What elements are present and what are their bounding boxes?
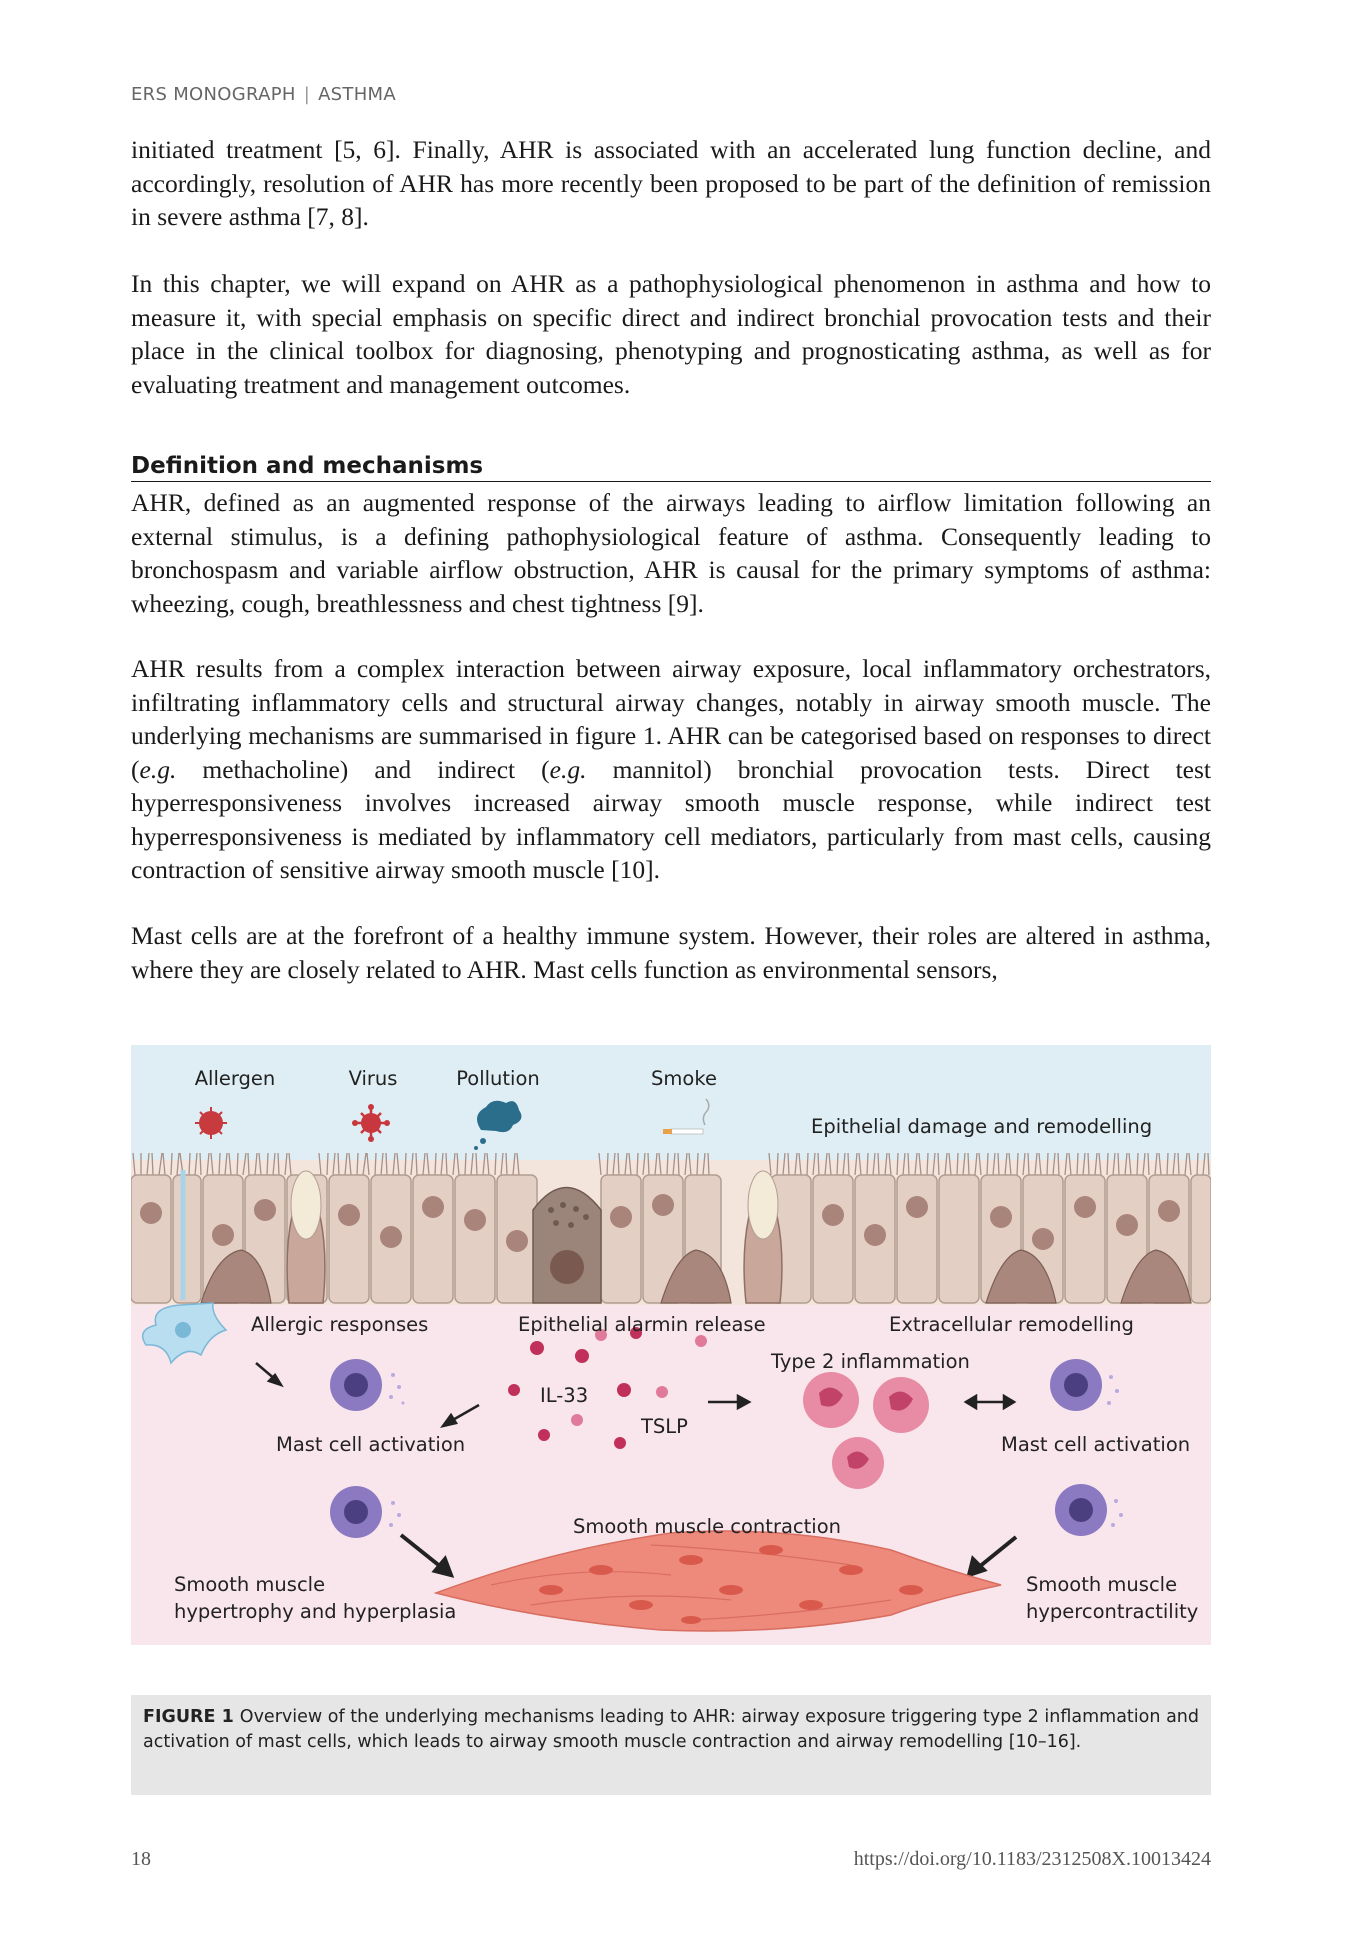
label-sm-left-line1: Smooth muscle [174,1573,326,1596]
p4-part-a: AHR results from a complex interaction between airway exposure, local inflammatory orchestrators, infiltrating inflammatory cells and structural airway changes, notably in airway smooth muscle. The underlying mechanisms are summarised in figure 1. AHR can be categorised based on responses to direct ( [131,654,1211,784]
running-header [131,84,396,105]
figure-illustration [131,1045,1211,1645]
label-sm-right-line2: hypercontractility [1026,1600,1199,1623]
paragraph-3: AHR, defined as an augmented response of the airways leading to airflow limitation following an external stimulus, is a defining pathophysiological feature of asthma. Consequently leading to bronchospasm and variable airflow obstruction, AHR is causal for the primary symptoms of asthma: wheezing, cough, breathlessness and chest tightness [9]. [131,488,1211,618]
label-type2: Type 2 inflammation [771,1350,970,1373]
label-smoke: Smoke [651,1067,717,1090]
paragraph-1: initiated treatment [5, 6]. Finally, AHR is associated with an accelerated lung function decline, and accordingly, resolution of AHR has more recently been proposed to be part of the definition of remission in severe asthma [7, 8]. [131,135,1211,231]
p4-part-b: methacholine) and indirect ( [176,754,550,784]
label-mast-activation-right: Mast cell activation [1001,1433,1191,1456]
label-allergic-responses: Allergic responses [251,1313,429,1336]
p4-eg-2: e.g. [549,754,587,784]
lumen-background [131,1045,1211,1160]
label-tslp: TSLP [641,1415,688,1438]
caption-label: FIGURE 1 [143,1707,234,1727]
label-epithelial-damage: Epithelial damage and remodelling [811,1115,1153,1138]
caption-text: Overview of the underlying mechanisms leading to AHR: airway exposure triggering type 2 inflammation and activation of mast cells, which leads to airway smooth muscle contraction and airway remodelling [10–16]. [143,1707,1199,1752]
label-virus: Virus [348,1067,398,1090]
p4-eg-1: e.g. [139,754,177,784]
paragraph-5: Mast cells are at the forefront of a healthy immune system. However, their roles are altered in asthma, where they are closely related to AHR. Mast cells function as environmental sensors, [131,921,1211,984]
section-heading: Definition and mechanisms [131,453,1211,482]
label-allergen: Allergen [194,1067,276,1090]
label-smooth-contraction: Smooth muscle contraction [573,1515,841,1538]
label-il33: IL-33 [540,1384,589,1407]
label-sm-left-line2: hypertrophy and hyperplasia [174,1600,457,1623]
label-mast-activation-left: Mast cell activation [276,1433,466,1456]
p4-part-c: mannitol) bronchial provocation tests. Direct test hyperresponsiveness involves increased airway smooth muscle response, while indirect test hyperresponsiveness is mediated by inflammatory cell mediators, particularly from mast cells, causing contraction of sensitive airway smooth muscle [10]. [131,754,1212,884]
paragraph-4 [131,652,1211,887]
series-title: ERS MONOGRAPH [131,84,296,105]
label-alarmin-release: Epithelial alarmin release [518,1313,766,1336]
doi-link[interactable]: https://doi.org/10.1183/2312508X.10013424 [853,1848,1211,1870]
damaged-cell [533,1188,601,1304]
paragraph-2: In this chapter, we will expand on AHR as a pathophysiological phenomenon in asthma and how to measure it, with special emphasis on specific direct and indirect bronchial provocation tests and their place in the clinical toolbox for diagnosing, phenotyping and prognosticating asthma, as well as for evaluating treatment and management outcomes. [131,269,1211,399]
label-sm-right-line1: Smooth muscle [1026,1573,1178,1596]
header-separator: | [303,84,311,105]
label-extracellular-remodelling: Extracellular remodelling [889,1313,1134,1336]
figure-1 [131,1045,1211,1645]
label-pollution: Pollution [456,1067,540,1090]
page-number: 18 [131,1848,151,1870]
topic-title: ASTHMA [318,84,396,105]
figure-caption [131,1695,1211,1795]
